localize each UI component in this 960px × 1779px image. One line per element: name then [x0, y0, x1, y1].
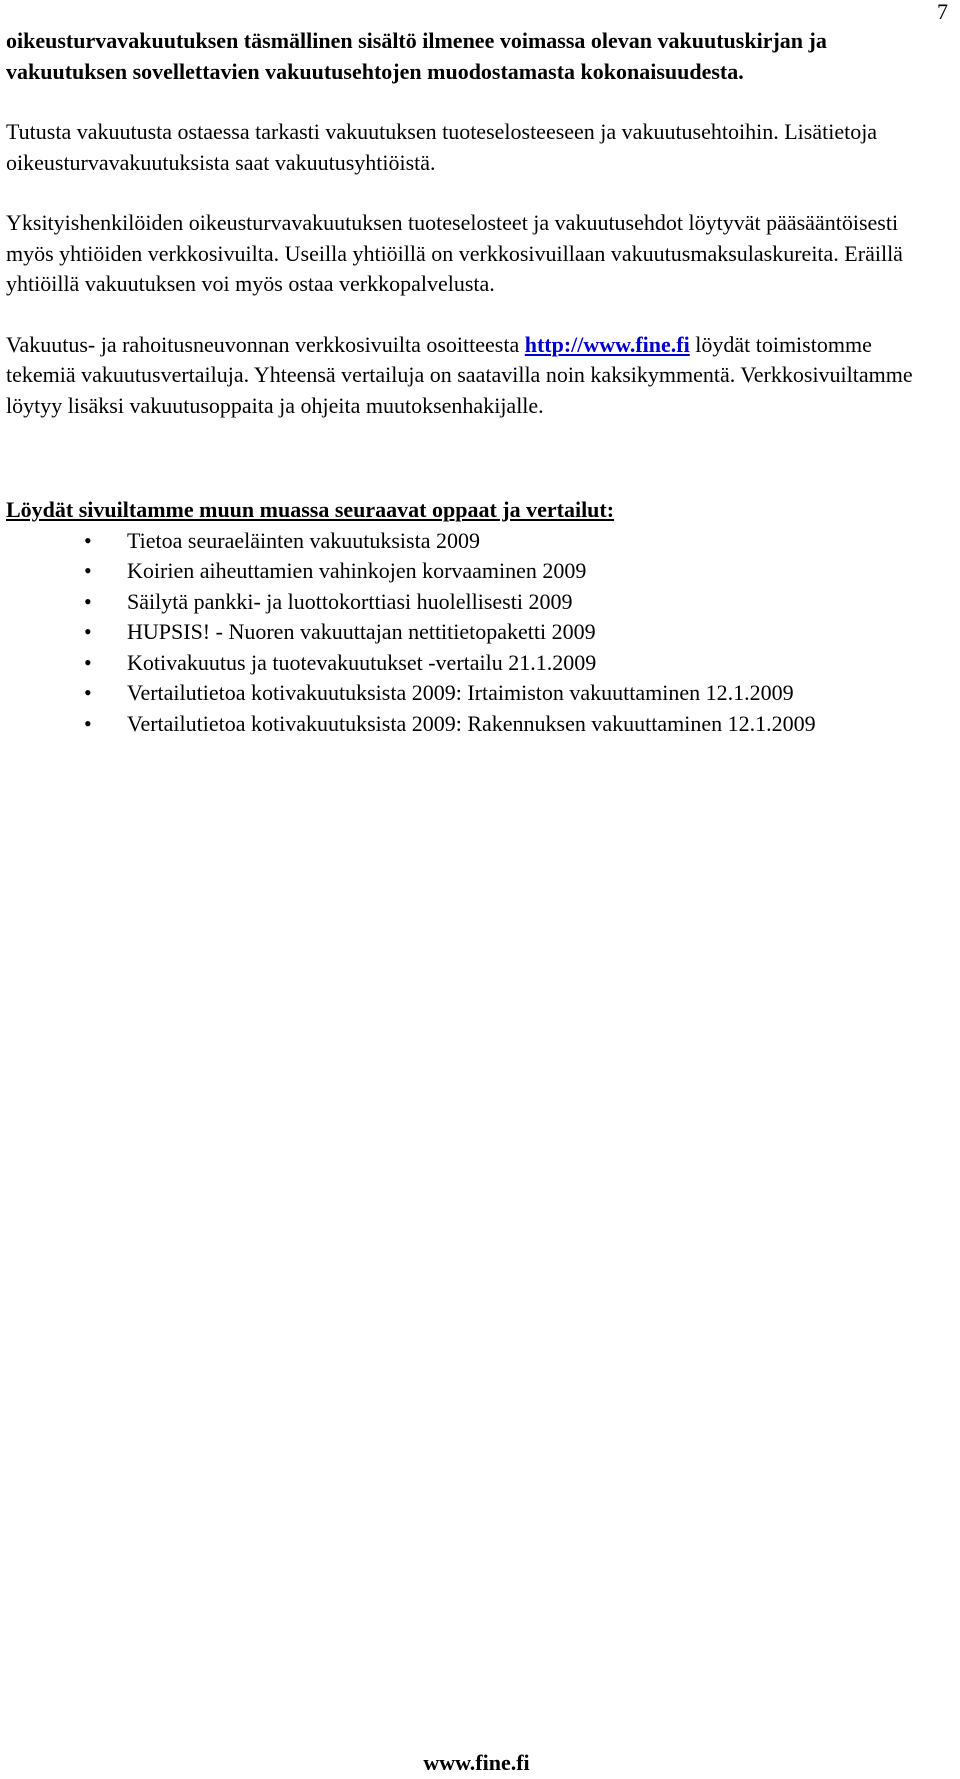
page-number: 7 [937, 0, 948, 24]
paragraph-intro-bold: oikeusturvavakuutuksen täsmällinen sisältö ilmenee voimassa olevan vakuutuskirjan ja vakuutuksen sovellettavien vakuutusehtojen muodostamasta kokonaisuudesta. [6, 28, 827, 84]
footer-url: www.fine.fi [423, 1750, 530, 1775]
paragraph-fine-text-after: löydät toimistomme tekemiä vakuutusvertailuja. Yhteensä vertailuja on saatavilla noin kaksikymmentä. Verkkosivuiltamme löytyy lisäksi vakuutusoppaita ja ohjeita muutoksenhakijalle. [6, 331, 913, 418]
list-item-text: Vertailutietoa kotivakuutuksista 2009: Rakennuksen vakuuttaminen 12.1.2009 [127, 710, 816, 736]
bullet-icon: • [84, 619, 92, 644]
list-item [6, 709, 867, 740]
list-item-text: Koirien aiheuttamien vahinkojen korvaaminen 2009 [127, 558, 587, 583]
section-heading: Löydät sivuiltamme muun muassa seuraavat oppaat ja vertailut: [6, 497, 615, 522]
fine-website-link[interactable]: http://www.fine.fi [524, 331, 690, 357]
list-item [6, 617, 867, 648]
list-item [6, 648, 867, 679]
bullet-icon: • [84, 680, 92, 705]
list-item [6, 587, 867, 618]
list-item [6, 678, 867, 709]
bullet-icon: • [84, 649, 92, 675]
footer [0, 1750, 960, 1776]
list-item-text: Vertailutietoa kotivakuutuksista 2009: Irtaimiston vakuuttaminen 12.1.2009 [127, 680, 794, 705]
list-item-text: Tietoa seuraeläinten vakuutuksista 2009 [127, 527, 480, 553]
bullet-icon: • [84, 710, 92, 736]
list-item [6, 556, 867, 587]
paragraph-fine-website [6, 330, 936, 422]
guides-list [6, 526, 936, 648]
bullet-icon: • [84, 588, 92, 614]
list-item [6, 526, 867, 557]
comparisons-list [6, 648, 936, 740]
paragraph-buying-advice: Tutusta vakuutusta ostaessa tarkasti vakuutuksen tuoteselosteeseen ja vakuutusehtoihin. Lisätietoja oikeusturvavakuutuksista saat vakuutusyhtiöistä. [6, 119, 878, 175]
list-item-text: Säilytä pankki- ja luottokorttiasi huolellisesti 2009 [127, 588, 573, 614]
bullet-icon: • [84, 558, 92, 583]
document-body [6, 26, 936, 739]
bullet-icon: • [84, 527, 92, 553]
list-item-text: Kotivakuutus ja tuotevakuutukset -vertailu 21.1.2009 [127, 649, 597, 675]
list-item-text: HUPSIS! - Nuoren vakuuttajan nettitietopaketti 2009 [127, 619, 596, 644]
paragraph-product-info: Yksityishenkilöiden oikeusturvavakuutuksen tuoteselosteet ja vakuutusehdot löytyvät pääsääntöisesti myös yhtiöiden verkkosivuilta. Useilla yhtiöillä on verkkosivuillaan vakuutusmaksulaskureita. Eräillä yhtiöillä vakuutuksen voi myös ostaa verkkopalvelusta. [6, 210, 903, 296]
paragraph-fine-text-before: Vakuutus- ja rahoitusneuvonnan verkkosivuilta osoitteesta [6, 331, 525, 357]
